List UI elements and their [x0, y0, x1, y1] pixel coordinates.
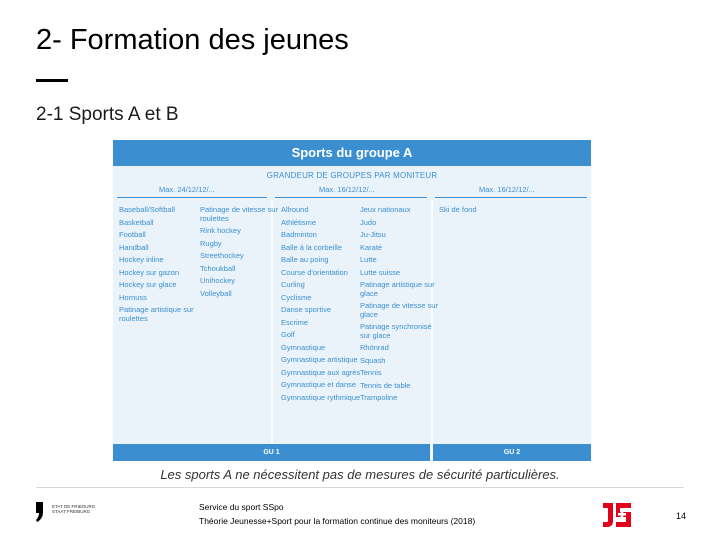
footer-service: Service du sport SSpo [199, 502, 284, 512]
sport-item: Judo [360, 217, 377, 227]
sport-item: Golf [281, 330, 295, 339]
sport-item: Ju-Jitsu [360, 230, 386, 239]
sport-item: Balle à la corbeille [281, 242, 342, 252]
group-size-heading: GRANDEUR DE GROUPES PAR MONITEUR [266, 171, 438, 180]
sport-item: Gymnastique et danse [281, 380, 357, 389]
sport-item: Unihockey [200, 276, 236, 285]
sport-item: Rugby [200, 238, 222, 248]
comma-logo-icon [36, 502, 43, 522]
sport-item: Gymnastique aux agrès [281, 367, 361, 377]
sport-item: Basketball [119, 217, 154, 227]
sport-item: Hockey inline [119, 255, 164, 264]
max-label-2: Max. 16/12/12/... [319, 185, 375, 194]
slide-subtitle: 2-1 Sports A et B [36, 104, 179, 125]
sport-item: Streethockey [200, 251, 244, 260]
sport-item: Ski de fond [439, 205, 477, 214]
separator-1 [117, 197, 267, 198]
sports-column-2 [200, 206, 280, 302]
sport-item: Gymnastique rythmique [281, 392, 361, 402]
sport-item: Curling [281, 280, 305, 289]
group-label-gu2: GU 2 [433, 444, 591, 461]
sports-column-5 [439, 206, 519, 219]
sport-item: Escrime [281, 317, 309, 327]
sports-group-table [113, 140, 591, 461]
separator-3 [435, 197, 587, 198]
sport-item: Patinage de vitesse sur glace [360, 301, 438, 319]
sport-item: Handball [119, 242, 149, 252]
sport-item: Hornuss [119, 292, 147, 302]
sports-column-1 [119, 206, 199, 327]
max-label-3: Max. 16/12/12/... [479, 185, 535, 194]
sport-item: Baseball/Softball [119, 205, 175, 214]
sport-item: Lutte [360, 255, 377, 264]
sport-item: Hockey sur gazon [119, 267, 180, 277]
sport-item: Gymnastique [281, 342, 326, 352]
separator-2 [275, 197, 427, 198]
sport-item: Rink hockey [200, 226, 241, 235]
sport-item: Tennis [360, 368, 382, 377]
logo-text-line-1: ETAT DE FRIBOURG [52, 504, 96, 509]
sport-item: Patinage de vitesse sur roulettes [200, 205, 278, 223]
sport-item: Patinage artistique sur glace [360, 280, 435, 298]
sport-item: Rhönrad [360, 343, 389, 352]
sport-item: Football [119, 230, 146, 239]
sport-item: Cyclisme [281, 292, 312, 302]
footer-divider [36, 487, 684, 488]
footer-course: Théorie Jeunesse+Sport pour la formation continue des moniteurs (2018) [199, 516, 476, 526]
slide-title: 2- Formation des jeunes [36, 24, 349, 56]
sport-item: Hockey sur glace [119, 280, 177, 289]
sport-item: Volleyball [200, 288, 232, 298]
sport-item: Danse sportive [281, 305, 332, 314]
slide-caption: Les sports A ne nécessitent pas de mesures de sécurité particulières. [160, 467, 560, 482]
sport-item: Jeux nationaux [360, 205, 411, 214]
group-label-gu1: GU 1 [113, 444, 430, 461]
sport-item: Patinage synchronisé sur glace [360, 322, 432, 340]
sports-column-3 [281, 206, 361, 406]
footer-text [199, 500, 475, 528]
sport-item: Squash [360, 355, 386, 365]
sport-item: Course d'orientation [281, 267, 348, 277]
max-label-1: Max. 24/12/12/... [159, 185, 215, 194]
sport-item: Badminton [281, 230, 317, 239]
sport-item: Trampoline [360, 393, 398, 402]
sport-item: Balle au poing [281, 255, 329, 264]
jeunesse-sport-logo-icon [601, 499, 633, 529]
title-underline [36, 79, 68, 82]
logo-text [52, 504, 112, 514]
sport-item: Lutte suisse [360, 267, 401, 277]
sport-item: Tennis de table [360, 380, 411, 390]
page-number: 14 [676, 511, 687, 521]
sport-item: Patinage artistique sur roulettes [119, 305, 194, 323]
sport-item: Gymnastique artistique [281, 355, 358, 364]
sport-item: Allround [281, 205, 309, 214]
sport-item: Tchoukball [200, 263, 236, 273]
table-header: Sports du groupe A [113, 140, 591, 166]
sport-item: Karaté [360, 242, 383, 252]
sport-item: Athlétisme [281, 217, 317, 227]
logo-text-line-2: STAAT FREIBURG [52, 509, 91, 514]
sports-column-4 [360, 206, 440, 407]
